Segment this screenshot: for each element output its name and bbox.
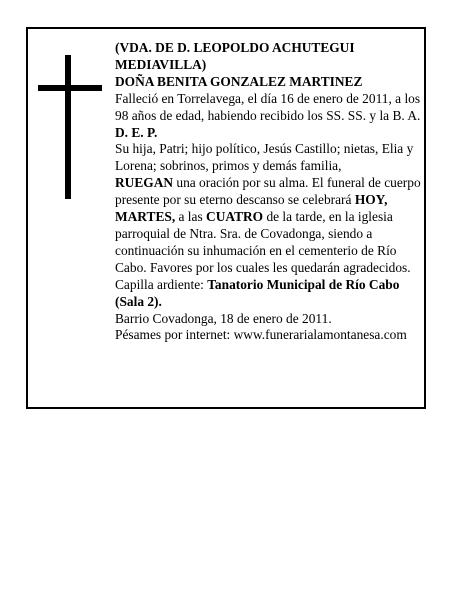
cross-vertical-bar	[65, 55, 71, 199]
ceremony-details: de la tarde, en la iglesia parroquial de Ntra. Sra. de Covadonga, siendo a continuación su inhumación en el cementerio de Río Cabo. Favores por los cuales les quedarán agradecidos.	[115, 209, 411, 275]
notice-text	[115, 40, 421, 344]
at-the-text: a las	[175, 209, 207, 225]
place-date: Barrio Covadonga, 18 de enero de 2011.	[115, 310, 332, 326]
ruegan-word: RUEGAN	[115, 175, 174, 191]
ceremony-day: HOY, MARTES,	[115, 192, 388, 225]
cross-horizontal-bar	[38, 85, 102, 91]
chapel-label: Capilla ardiente:	[115, 276, 208, 292]
deceased-name: DOÑA BENITA GONZALEZ MARTINEZ	[115, 73, 363, 89]
ceremony-paragraph	[115, 175, 421, 276]
death-info: Falleció en Torrelavega, el día 16 de enero de 2011, a los 98 años de edad, habiendo recibido los SS. SS. y la B. A.	[115, 90, 421, 123]
chapel-name: Tanatorio Municipal de Río Cabo (Sala 2).	[115, 276, 400, 309]
family-list: Su hija, Patri; hijo político, Jesús Castillo; nietas, Elia y Lorena; sobrinos, primos y demás familia,	[115, 141, 414, 174]
dep-line: D. E. P.	[115, 124, 158, 140]
chapel-line	[115, 277, 421, 311]
ruegan-text: una oración por su alma. El funeral de cuerpo presente por su eterno descanso se celebrará	[115, 175, 421, 208]
condolences-line: Pésames por internet: www.funerarialamontanesa.com	[115, 327, 407, 343]
ceremony-hour: CUATRO	[206, 209, 264, 225]
widow-line: (VDA. DE D. LEOPOLDO ACHUTEGUI MEDIAVILLA)	[115, 40, 355, 72]
cross-icon	[38, 55, 102, 199]
obituary-notice	[26, 27, 426, 409]
